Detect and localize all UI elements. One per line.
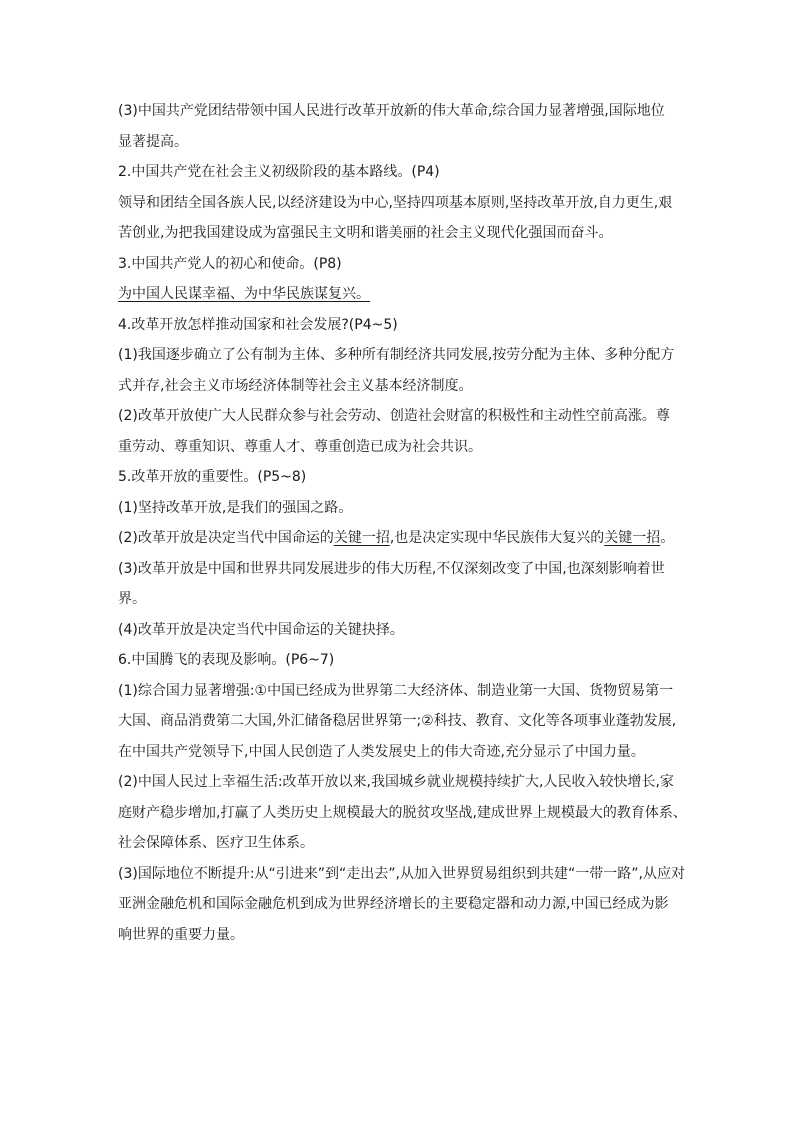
underlined-phrase: 关键一招: [333, 530, 390, 546]
text-line: 亚洲金融危机和国际金融危机到成为世界经济增长的主要稳定器和动力源,中国已经成为影: [118, 896, 669, 912]
text-line: (1)我国逐步确立了公有制为主体、多种所有制经济共同发展,按劳分配为主体、多种分配方: [118, 347, 675, 363]
text-line: 社会保障体系、医疗卫生体系。: [118, 835, 314, 851]
text-line: (4)改革开放是决定当代中国命运的关键抉择。: [118, 621, 404, 638]
text-line: 响世界的重要力量。: [118, 926, 244, 943]
text-line: 领导和团结全国各族人民,以经济建设为中心,坚持四项基本原则,坚持改革开放,自力更生,艰: [118, 194, 673, 211]
text-line: (3)中国共产党团结带领中国人民进行改革开放新的伟大革命,综合国力显著增强,国际地位: [118, 103, 665, 119]
underlined-phrase: 关键一招: [604, 530, 661, 546]
section-heading: 2.中国共产党在社会主义初级阶段的基本路线。(P4): [118, 164, 440, 180]
text-line: (3)改革开放是中国和世界共同发展进步的伟大历程,不仅深刻改变了中国,也深刻影响着世: [118, 560, 665, 577]
text-line: 在中国共产党领导下,中国人民创造了人类发展史上的伟大奇迹,充分显示了中国力量。: [118, 743, 645, 760]
section-heading: 5.改革开放的重要性。(P5~8): [118, 469, 307, 485]
text-segment: ,也是决定实现中华民族伟大复兴的: [389, 530, 605, 546]
text-line: 苦创业,为把我国建设成为富强民主文明和谐美丽的社会主义现代化强国而奋斗。: [118, 225, 613, 241]
text-line: (1)综合国力显著增强:①中国已经成为世界第二大经济体、制造业第一大国、货物贸易第一: [118, 682, 674, 699]
text-line: [118, 523, 684, 554]
text-segment: 。: [660, 530, 675, 546]
text-line: (3)国际地位不断提升:从“引进来”到“走出去”,从加入世界贸易组织到共建“一带一路”,从应对: [118, 865, 685, 882]
text-line: (2)改革开放使广大人民群众参与社会劳动、创造社会财富的积极性和主动性空前高涨。尊: [118, 408, 670, 424]
section-heading: 6.中国腾飞的表现及影响。(P6~7): [118, 652, 335, 668]
text-line: 庭财产稳步增加,打赢了人类历史上规模最大的脱贫攻坚战,建成世界上规模最大的教育体系、: [118, 804, 687, 821]
text-line: (1)坚持改革开放,是我们的强国之路。: [118, 499, 353, 516]
text-segment: (2)改革开放是决定当代中国命运的: [118, 530, 334, 546]
section-heading: 3.中国共产党人的初心和使命。(P8): [118, 255, 342, 272]
underlined-answer: 为中国人民谋幸福、为中华民族谋复兴。: [118, 286, 370, 302]
text-line: 显著提高。: [118, 133, 188, 150]
section-heading: 4.改革开放怎样推动国家和社会发展?(P4~5): [118, 316, 398, 333]
document-body: [118, 96, 687, 950]
text-line: 大国、商品消费第二大国,外汇储备稳居世界第一;②科技、教育、文化等各项事业蓬勃发展,: [118, 713, 677, 729]
text-line: 界。: [118, 591, 146, 607]
text-line: (2)中国人民过上幸福生活:改革开放以来,我国城乡就业规模持续扩大,人民收入较快增长,家: [118, 774, 674, 790]
text-line: 重劳动、尊重知识、尊重人才、尊重创造已成为社会共识。: [118, 438, 482, 455]
text-line: 式并存,社会主义市场经济体制等社会主义基本经济制度。: [118, 377, 473, 394]
